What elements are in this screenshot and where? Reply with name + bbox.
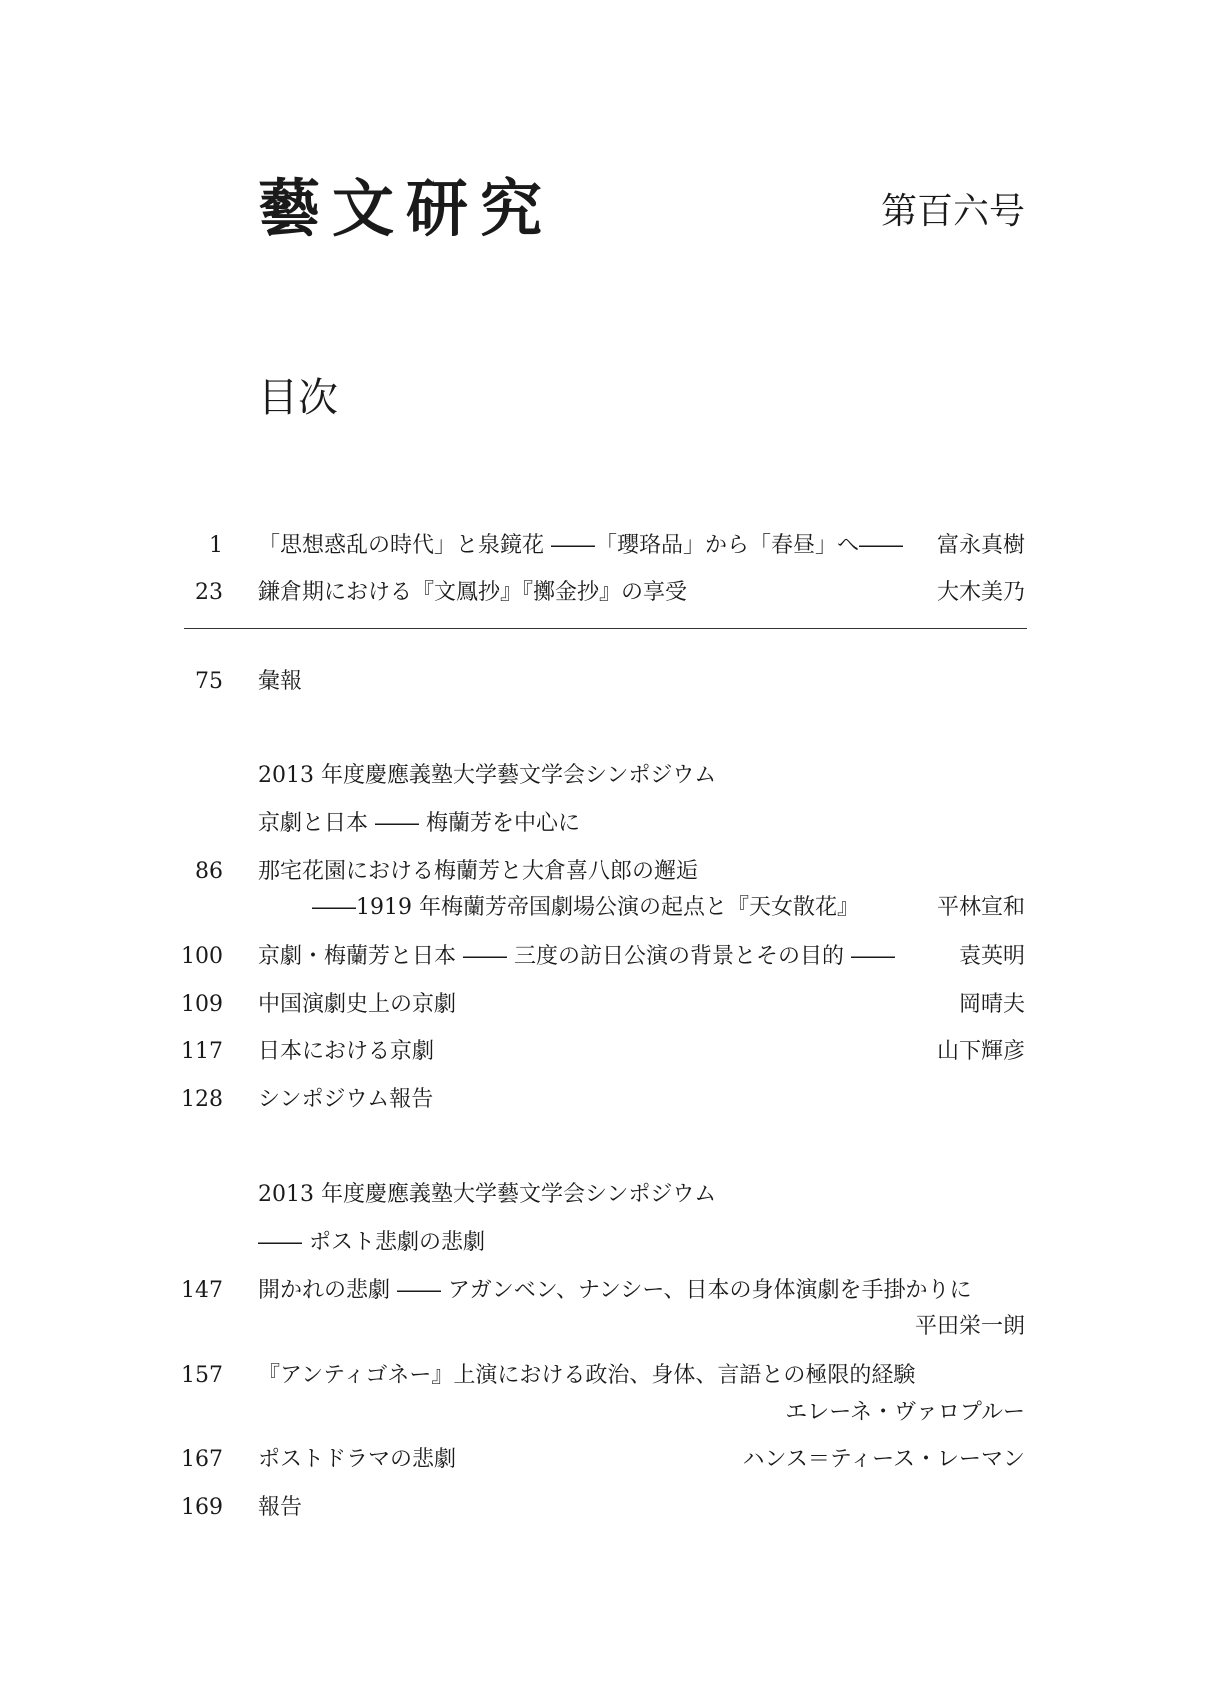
entry-title: 彙報 — [258, 669, 303, 694]
entry-author: ハンス＝ティース・レーマン — [742, 1447, 1025, 1472]
toc-entry[interactable] — [0, 1036, 1213, 1068]
toc-entry-continuation — [0, 1397, 1213, 1429]
section-divider — [184, 628, 1027, 629]
entry-title: 『アンティゴネー』上演における政治、身体、言語との極限的経験 — [258, 1363, 916, 1388]
toc-entry[interactable] — [0, 666, 1213, 698]
entry-author: 山下輝彦 — [936, 1039, 1025, 1064]
toc-heading: 目次 — [258, 375, 338, 421]
entry-title: 京劇・梅蘭芳と日本 ―― 三度の訪日公演の背景とその目的 ―― — [258, 944, 895, 969]
page-number: 117 — [181, 1039, 223, 1064]
symposium-heading-line1: 2013 年度慶應義塾大学藝文学会シンポジウム — [258, 763, 717, 788]
toc-entry[interactable] — [0, 941, 1213, 973]
entry-author: 大木美乃 — [936, 580, 1025, 605]
toc-entry[interactable] — [0, 1084, 1213, 1116]
entry-title: 開かれの悲劇 ―― アガンベン、ナンシー、日本の身体演劇を手掛かりに — [258, 1278, 972, 1303]
toc-entry[interactable] — [0, 1275, 1213, 1307]
entry-author: 岡晴夫 — [958, 992, 1025, 1017]
toc-entry[interactable] — [0, 1360, 1213, 1392]
page-number: 100 — [181, 944, 223, 969]
entry-title: 鎌倉期における『文鳳抄』『擲金抄』の享受 — [258, 580, 688, 605]
toc-entry[interactable] — [0, 856, 1213, 888]
page-number: 75 — [195, 669, 223, 694]
entry-title: 「思想惑乱の時代」と泉鏡花 ――「瓔珞品」から「春昼」へ―― — [258, 533, 903, 558]
page-number: 86 — [195, 859, 223, 884]
entry-title: 報告 — [258, 1495, 303, 1520]
symposium-heading — [0, 1179, 1213, 1211]
page-number: 1 — [209, 533, 223, 558]
symposium-heading-line2: 京劇と日本 ―― 梅蘭芳を中心に — [258, 811, 580, 836]
entry-author: 富永真樹 — [936, 533, 1025, 558]
entry-title: 中国演劇史上の京劇 — [258, 992, 457, 1017]
page-number: 157 — [181, 1363, 223, 1388]
toc-entry[interactable] — [0, 530, 1213, 562]
entry-title: シンポジウム報告 — [258, 1087, 434, 1112]
page-number: 23 — [195, 580, 223, 605]
symposium-heading — [0, 760, 1213, 792]
toc-entry[interactable] — [0, 989, 1213, 1021]
entry-author: エレーネ・ヴァロプルー — [785, 1400, 1025, 1425]
toc-entry-continuation — [0, 892, 1213, 924]
entry-author: 平田栄一朗 — [914, 1314, 1025, 1339]
symposium-heading — [0, 1227, 1213, 1259]
entry-author: 平林宣和 — [936, 895, 1025, 920]
toc-entry[interactable] — [0, 1444, 1213, 1476]
page-number: 128 — [181, 1087, 223, 1112]
toc-entry[interactable] — [0, 1492, 1213, 1524]
toc-entry-continuation — [0, 1311, 1213, 1343]
symposium-heading-line2: ―― ポスト悲劇の悲劇 — [258, 1230, 485, 1255]
entry-title: ポストドラマの悲劇 — [258, 1447, 457, 1472]
page-number: 109 — [181, 992, 223, 1017]
issue-number: 第百六号 — [880, 191, 1025, 232]
toc-entry[interactable] — [0, 577, 1213, 609]
journal-title: 藝文研究 — [258, 172, 555, 245]
entry-subtitle: ――1919 年梅蘭芳帝国劇場公演の起点と『天女散花』 — [312, 895, 859, 920]
symposium-heading-line1: 2013 年度慶應義塾大学藝文学会シンポジウム — [258, 1182, 717, 1207]
entry-title: 日本における京劇 — [258, 1039, 435, 1064]
page-number: 169 — [181, 1495, 223, 1520]
entry-title: 那宅花園における梅蘭芳と大倉喜八郎の邂逅 — [258, 859, 699, 884]
symposium-heading — [0, 808, 1213, 840]
page-number: 167 — [181, 1447, 223, 1472]
page-number: 147 — [181, 1278, 223, 1303]
entry-author: 袁英明 — [958, 944, 1025, 969]
